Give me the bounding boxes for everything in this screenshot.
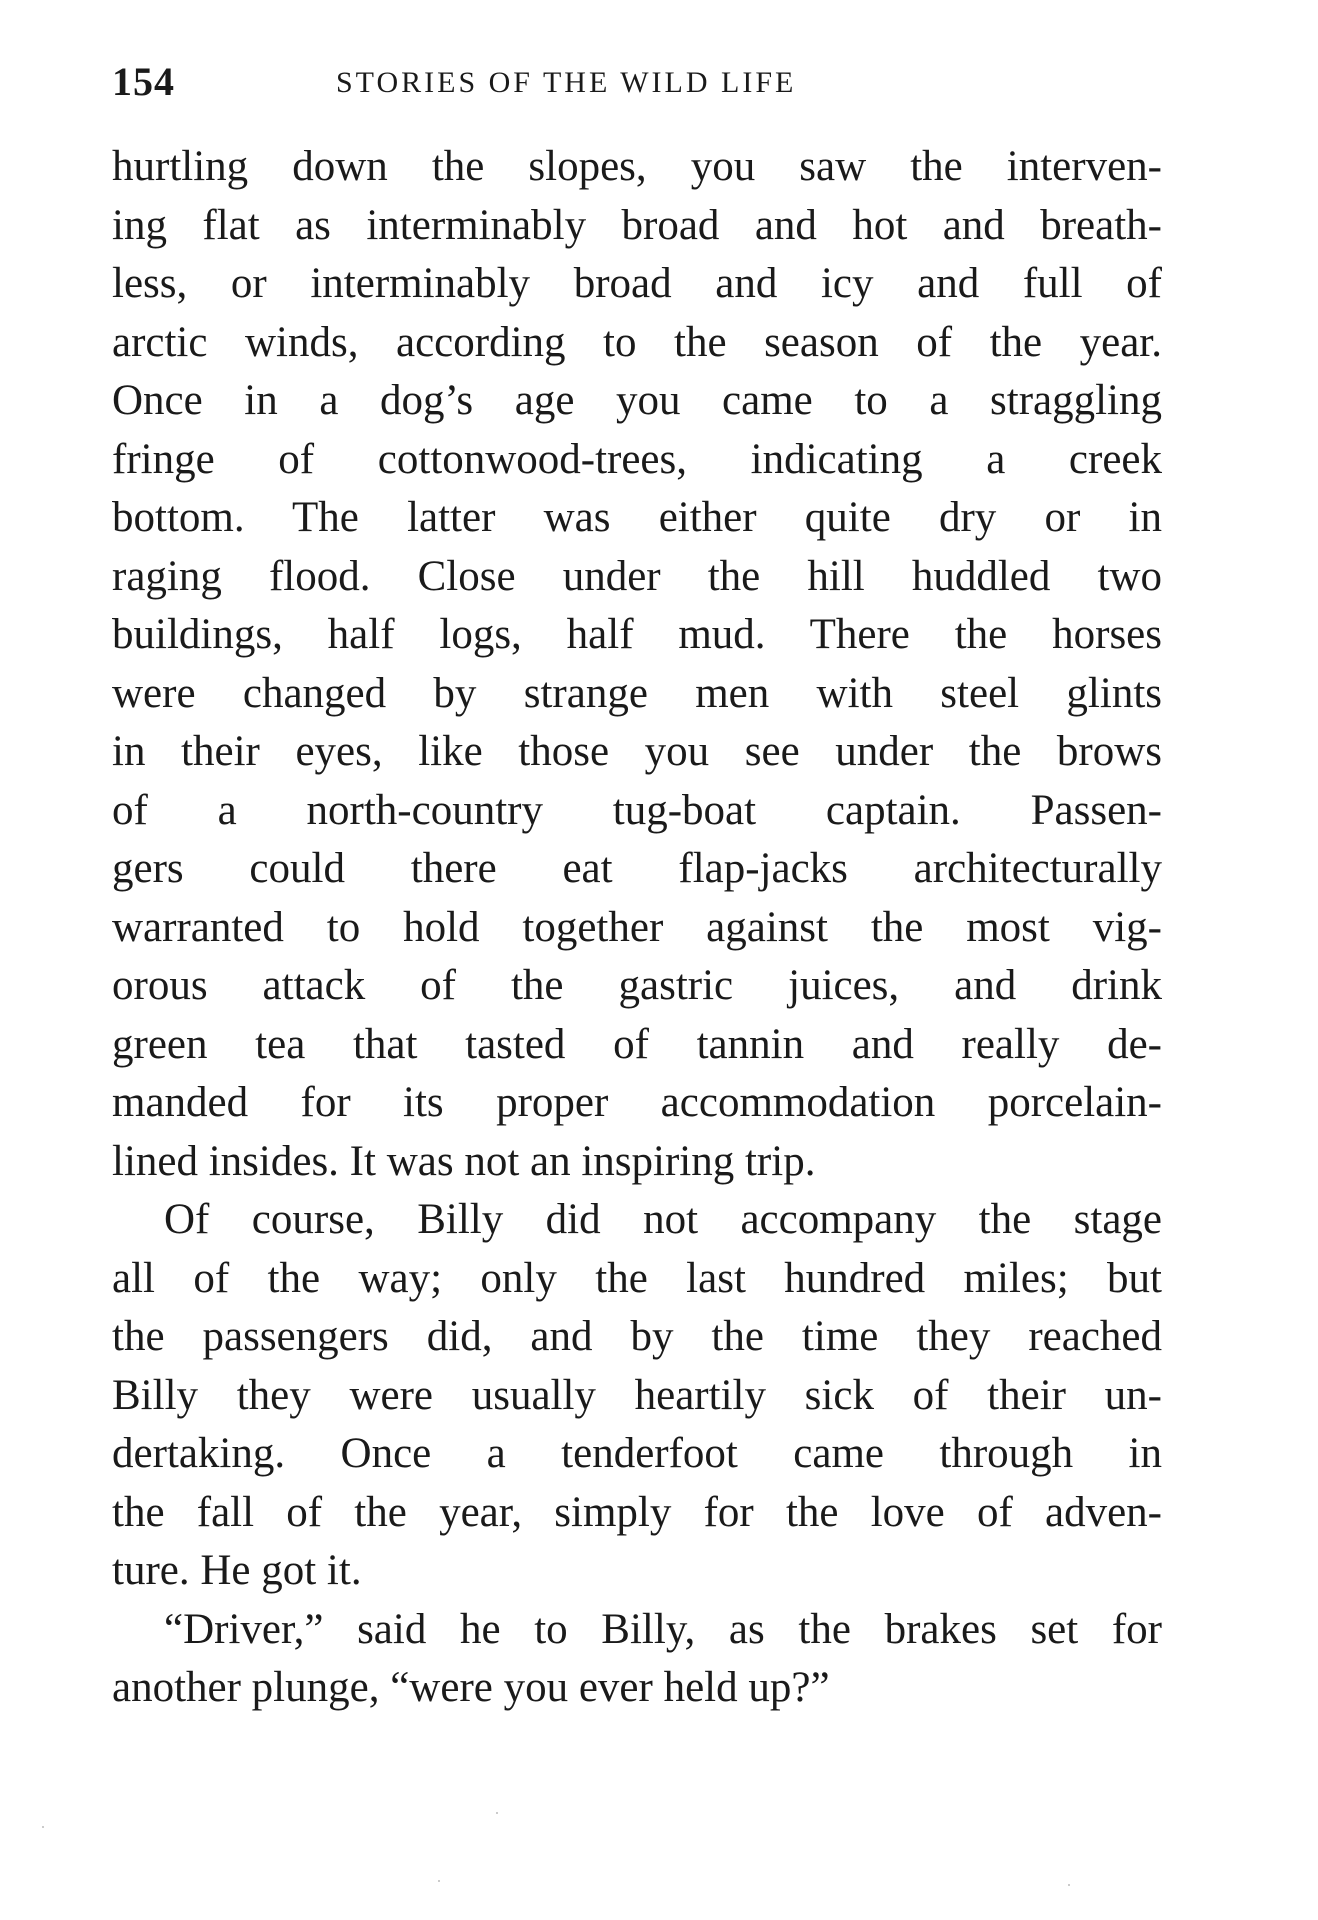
text-line: bottom. The latter was either quite dry or in xyxy=(112,494,1162,541)
text-line: lined insides. It was not an inspiring trip. xyxy=(112,1137,816,1185)
text-line: green tea that tasted of tannin and really de- xyxy=(112,1020,1162,1068)
text-line: in their eyes, like those you see under the brows xyxy=(112,728,1162,775)
text-line: manded for its proper accommodation porcelain- xyxy=(112,1079,1162,1126)
speck xyxy=(496,1812,498,1814)
text-line: all of the way; only the last hundred miles; but xyxy=(112,1254,1162,1302)
speck xyxy=(438,1880,440,1882)
text-line: “Driver,” said he to Billy, as the brakes set for xyxy=(164,1605,1162,1653)
paragraph xyxy=(112,1601,1162,1718)
text-line: another plunge, “were you ever held up?” xyxy=(112,1664,830,1711)
text-line: the fall of the year, simply for the love of adven- xyxy=(112,1488,1162,1536)
text-line: raging flood. Close under the hill huddled two xyxy=(112,552,1162,600)
text-line: gers could there eat flap-jacks architecturally xyxy=(112,845,1162,892)
text-line: fringe of cottonwood-trees, indicating a creek xyxy=(112,435,1162,483)
text-line: Billy they were usually heartily sick of their un- xyxy=(112,1371,1162,1419)
text-line: Once in a dog’s age you came to a straggling xyxy=(112,377,1162,424)
text-line: were changed by strange men with steel glints xyxy=(112,669,1162,717)
paragraph xyxy=(112,1191,1162,1601)
text-line: hurtling down the slopes, you saw the interven- xyxy=(112,143,1162,190)
text-line: less, or interminably broad and icy and full of xyxy=(112,260,1162,307)
text-line: ing flat as interminably broad and hot and breath- xyxy=(112,201,1162,249)
page-header xyxy=(112,58,1162,108)
running-head: STORIES OF THE WILD LIFE xyxy=(336,66,797,99)
text-line: the passengers did, and by the time they reached xyxy=(112,1313,1162,1360)
text-line: arctic winds, according to the season of the year. xyxy=(112,318,1162,366)
speck xyxy=(1068,1884,1070,1886)
speck xyxy=(42,1826,44,1828)
text-line: of a north-country tug-boat captain. Passen- xyxy=(112,786,1162,834)
text-line: buildings, half logs, half mud. There the horses xyxy=(112,611,1162,658)
text-line: orous attack of the gastric juices, and drink xyxy=(112,962,1162,1009)
paragraph xyxy=(112,138,1162,1191)
page-number: 154 xyxy=(112,59,175,104)
text-line: warranted to hold together against the most vig- xyxy=(112,903,1162,951)
text-line: dertaking. Once a tenderfoot came through in xyxy=(112,1430,1162,1477)
body-text xyxy=(112,138,1162,1718)
text-line: ture. He got it. xyxy=(112,1547,362,1594)
text-line: Of course, Billy did not accompany the stage xyxy=(164,1196,1162,1243)
